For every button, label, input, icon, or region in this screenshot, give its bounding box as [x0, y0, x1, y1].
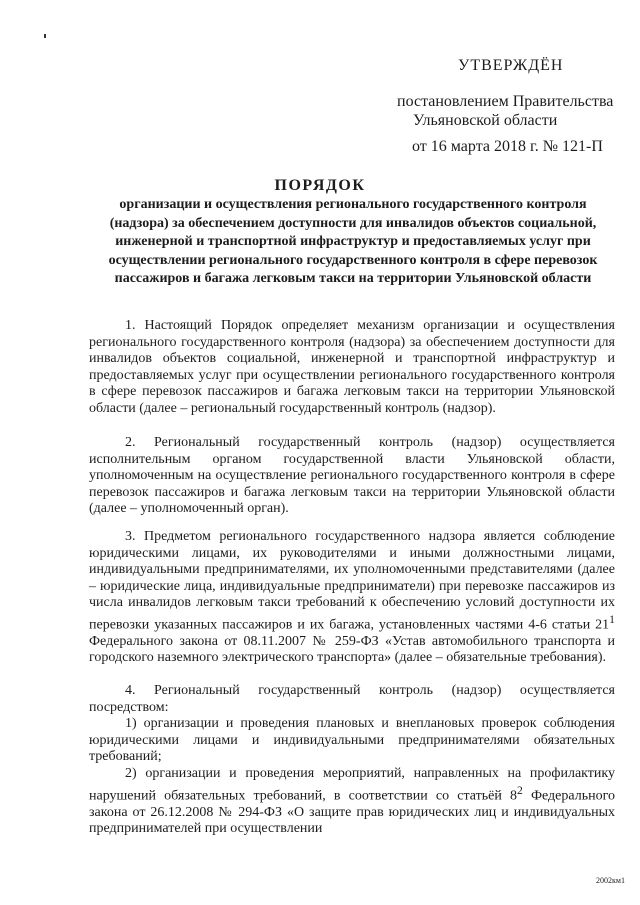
paragraph-3-text-a: 3. Предметом регионального государственного надзора является соблюдение юридическими лицами, их руководителями и иными должностными лицами, индивидуальными предпринимателями, их уполномоченными представителями (далее – юридические лица, индивидуальные предприниматели) при перевозке пассажиров из числа инвалидов легковым такси требований к обеспечению условий доступности их перевозки указанных пассажиров и их багажа, установленных частями 4-6 статьи 21	[89, 529, 615, 633]
paragraph-3-text-b: Федерального закона от 08.11.2007 № 259-ФЗ «Устав автомобильного транспорта и городского наземного электрического транспорта» (далее – обязательные требования).	[89, 633, 615, 666]
item-2-text-a: 2) организации и проведения мероприятий, направленных на профилактику нарушений обязательных требований, в соответствии со статьёй 8	[89, 766, 615, 804]
paragraph-4: 4. Региональный государственный контроль (надзор) осуществляется посредством:	[89, 683, 615, 715]
paragraph-4-item-1: 1) организации и проведения плановых и внеплановых проверок соблюдения юридическими лицами и индивидуальными предпринимателями обязательных требований;	[89, 716, 615, 764]
item-2-text-b: Федерального закона от 26.12.2008 № 294-ФЗ «О защите прав юридических лиц и индивидуальных предпринимателей при осуществлении	[89, 788, 615, 837]
paragraph-3	[89, 529, 615, 667]
paragraph-3-superscript: 1	[609, 612, 615, 626]
paragraph-4-item-2	[89, 766, 615, 838]
scan-mark	[44, 34, 46, 38]
document-subtitle: организации и осуществления регионального государственного контроля (надзора) за обеспечением доступности для инвалидов объектов социальной, инженерной и транспортной инфраструктур и предоставляемых услуг при осуществлении регионального государственного контроля в сфере перевозок пассажиров и багажа легковым такси на территории Ульяновской области	[108, 197, 598, 286]
decree-line-1: постановлением Правительства	[397, 93, 614, 110]
footer-code: 2002км1	[596, 876, 625, 885]
item-2-superscript: 2	[516, 783, 523, 797]
paragraph-2: 2. Региональный государственный контроль (надзор) осуществляется исполнительным органом государственной власти Ульяновской области, уполномоченным на осуществление регионального государственного контроля в сфере перевозок пассажиров и багажа легковым такси на территории Ульяновской области (далее – уполномоченный орган).	[89, 435, 615, 516]
document-title: ПОРЯДОК	[274, 177, 366, 194]
decree-line-2: Ульяновской области	[413, 112, 558, 129]
approval-stamp-title: УТВЕРЖДЁН	[458, 57, 564, 74]
paragraph-1: 1. Настоящий Порядок определяет механизм организации и осуществления регионального государственного контроля (надзора) за обеспечением доступности для инвалидов объектов социальной, инженерной и транспортной инфраструктур и предоставляемых услуг при осуществлении регионального государственного контроля в сфере перевозок пассажиров и багажа легковым такси на территории Ульяновской области (далее – региональный государственный контроль (надзор).	[89, 318, 615, 416]
decree-line-3: от 16 марта 2018 г. № 121-П	[412, 138, 603, 155]
